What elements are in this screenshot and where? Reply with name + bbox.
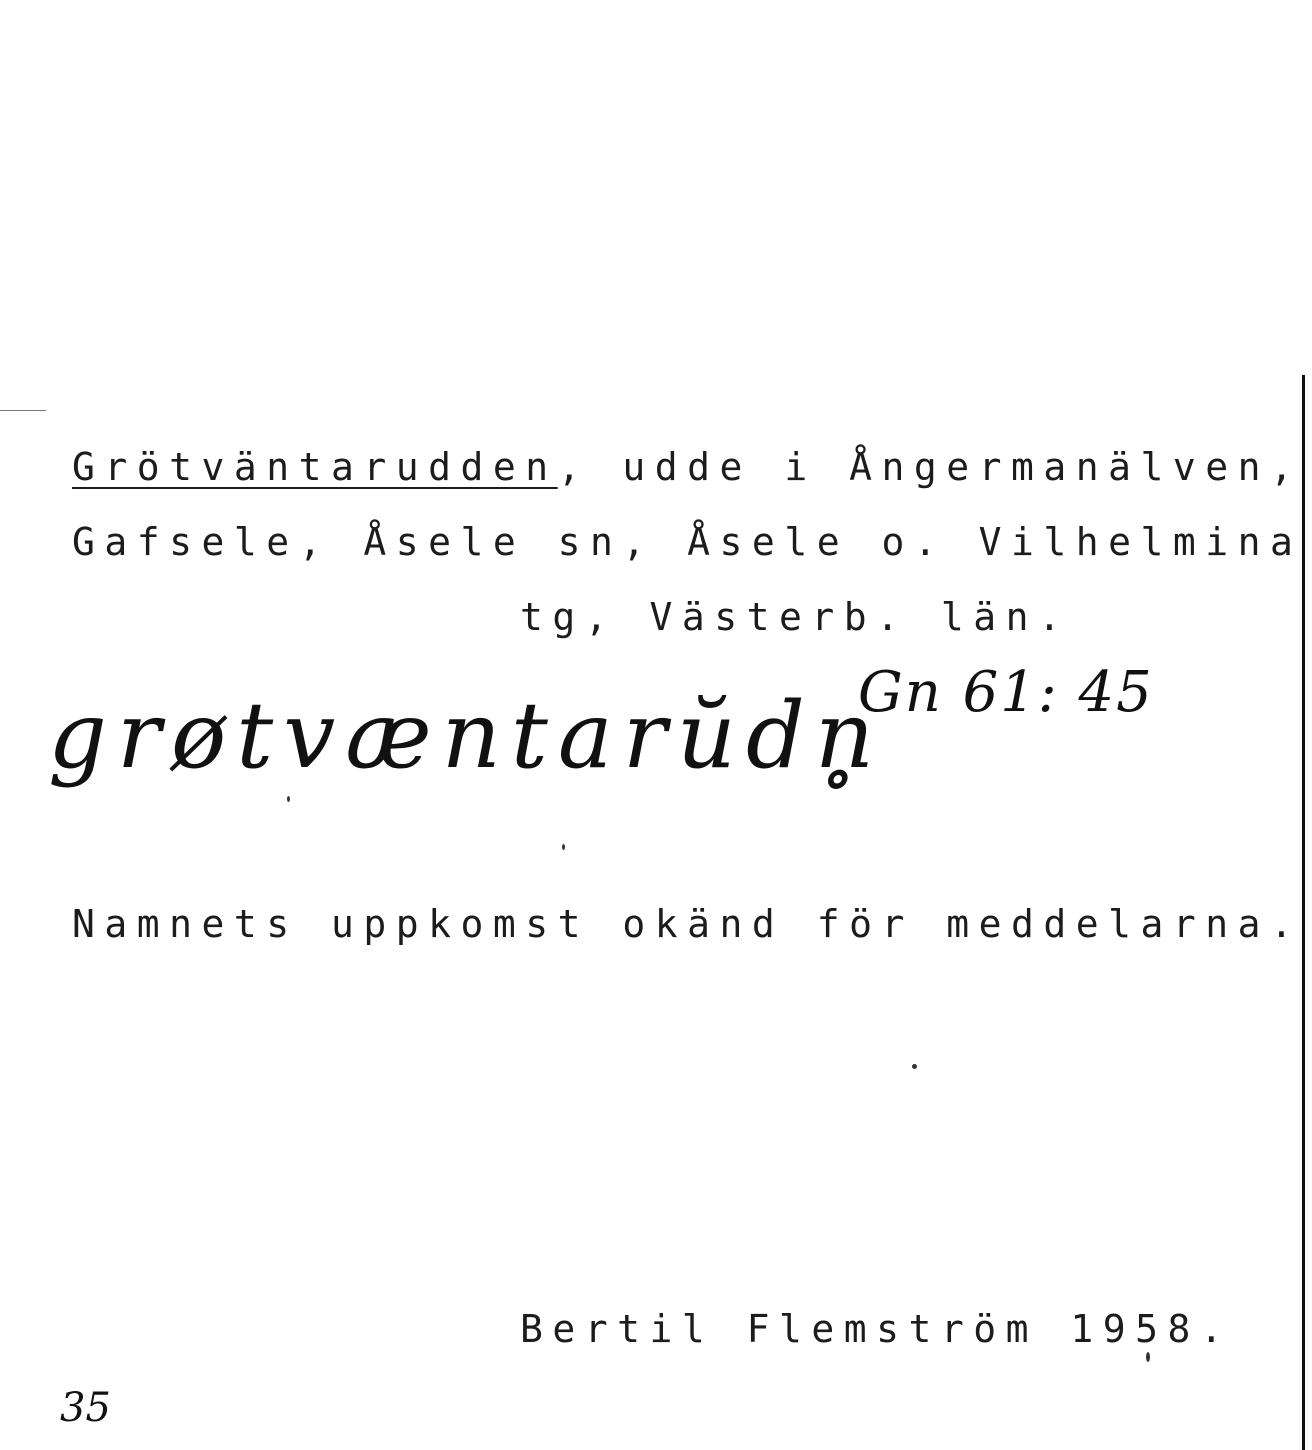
phonetic-transcription: grøtvæntarŭdn̥	[48, 682, 885, 789]
ink-speck	[912, 1064, 917, 1069]
entry-line-3: tg, Västerb. län.	[520, 595, 1071, 639]
card-left-edge	[0, 410, 46, 411]
ink-speck	[287, 796, 290, 802]
ink-speck	[562, 844, 565, 850]
entry-line-1-rest: , udde i Ångermanälven,	[557, 445, 1303, 489]
signature: Bertil Flemström 1958.	[520, 1307, 1233, 1351]
entry-line-1	[72, 445, 1303, 489]
ink-speck	[1146, 1352, 1150, 1362]
entry-line-2: Gafsele, Åsele sn, Åsele o. Vilhelmina	[72, 520, 1303, 564]
card-right-edge	[1302, 375, 1305, 1450]
card-number: 35	[60, 1385, 111, 1431]
source-reference: Gn 61: 45	[858, 660, 1154, 725]
headword: Grötväntarudden	[72, 445, 558, 489]
origin-note: Namnets uppkomst okänd för meddelarna.	[72, 902, 1303, 946]
